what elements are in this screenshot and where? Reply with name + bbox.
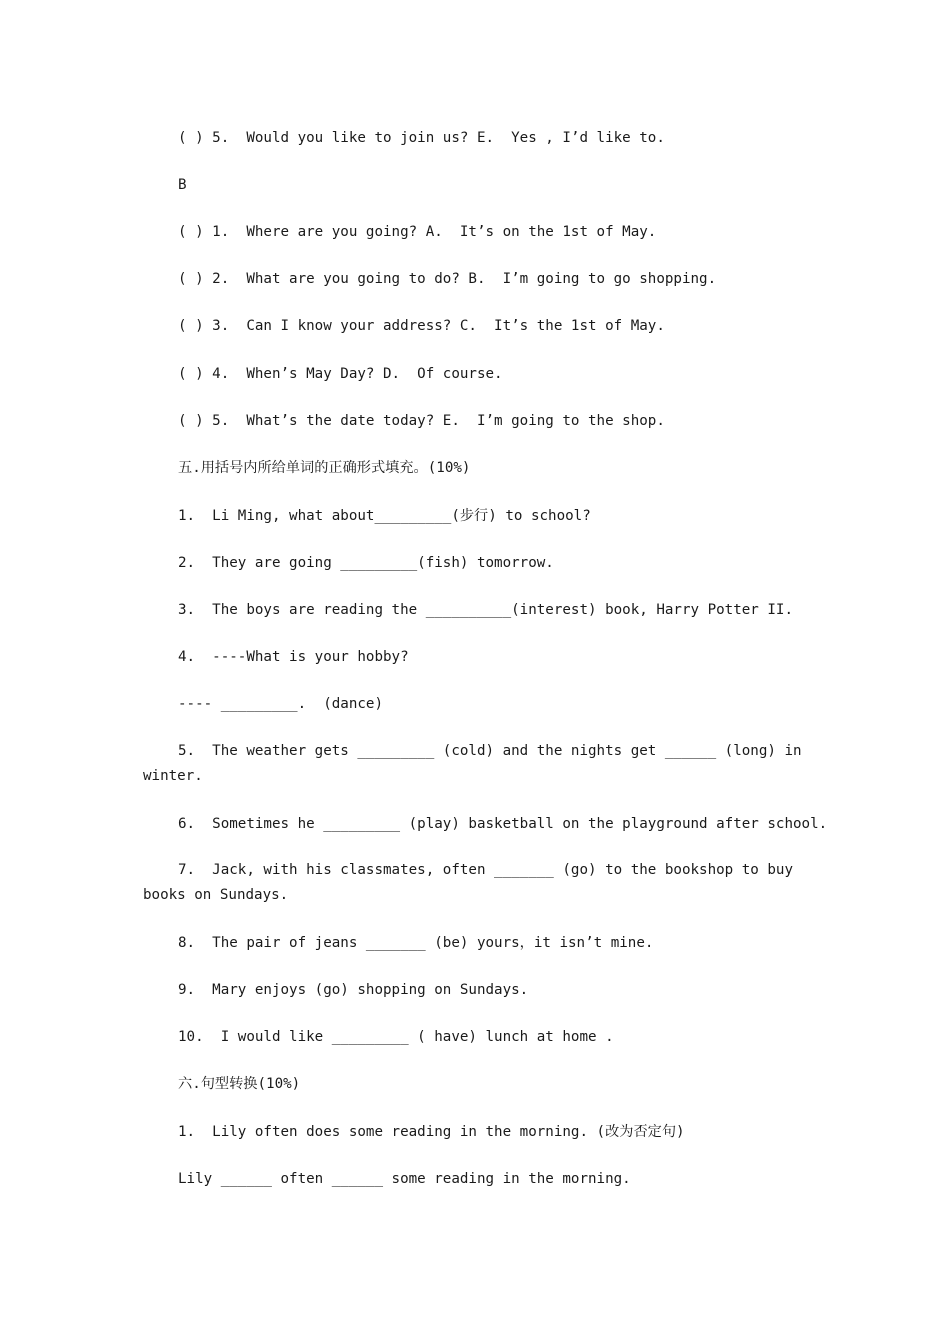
question-b-5: ( ) 5. What’s the date today? E. I’m going to the shop. bbox=[178, 413, 665, 429]
fill-question-1: 1. Li Ming, what about_________(步行) to school? bbox=[178, 508, 591, 524]
question-b-4: ( ) 4. When’s May Day? D. Of course. bbox=[178, 366, 503, 382]
fill-question-2: 2. They are going _________(fish) tomorrow. bbox=[178, 555, 554, 571]
section-b-heading: B bbox=[178, 177, 187, 193]
section-5-heading: 五.用括号内所给单词的正确形式填充。(10%) bbox=[178, 460, 471, 476]
fill-question-9: 9. Mary enjoys (go) shopping on Sundays. bbox=[178, 982, 529, 998]
fill-question-4: 4. ----What is your hobby? bbox=[178, 649, 409, 665]
transform-question-1: 1. Lily often does some reading in the morning. (改为否定句) bbox=[178, 1124, 685, 1140]
fill-question-5: 5. The weather gets _________ (cold) and the nights get ______ (long) in winter. bbox=[143, 743, 811, 784]
fill-question-6: 6. Sometimes he _________ (play) basketball on the playground after school. bbox=[178, 816, 828, 832]
question-b-prev-5: ( ) 5. Would you like to join us? E. Yes , I’d like to. bbox=[178, 130, 665, 146]
question-b-1: ( ) 1. Where are you going? A. It’s on the 1st of May. bbox=[178, 224, 657, 240]
section-6-heading: 六.句型转换(10%) bbox=[178, 1076, 301, 1092]
fill-question-3: 3. The boys are reading the __________(interest) book, Harry Potter II. bbox=[178, 602, 793, 618]
question-b-2: ( ) 2. What are you going to do? B. I’m going to go shopping. bbox=[178, 271, 717, 287]
fill-question-10: 10. I would like _________ ( have) lunch at home . bbox=[178, 1029, 614, 1045]
question-b-3: ( ) 3. Can I know your address? C. It’s the 1st of May. bbox=[178, 318, 665, 334]
transform-question-1-answer: Lily ______ often ______ some reading in the morning. bbox=[178, 1171, 631, 1187]
fill-question-8: 8. The pair of jeans _______ (be) yours，it isn’t mine. bbox=[178, 935, 654, 951]
fill-question-4-answer: ---- _________. (dance) bbox=[178, 696, 383, 712]
fill-question-7: 7. Jack, with his classmates, often _______ (go) to the bookshop to buy books on Sundays. bbox=[143, 862, 802, 903]
